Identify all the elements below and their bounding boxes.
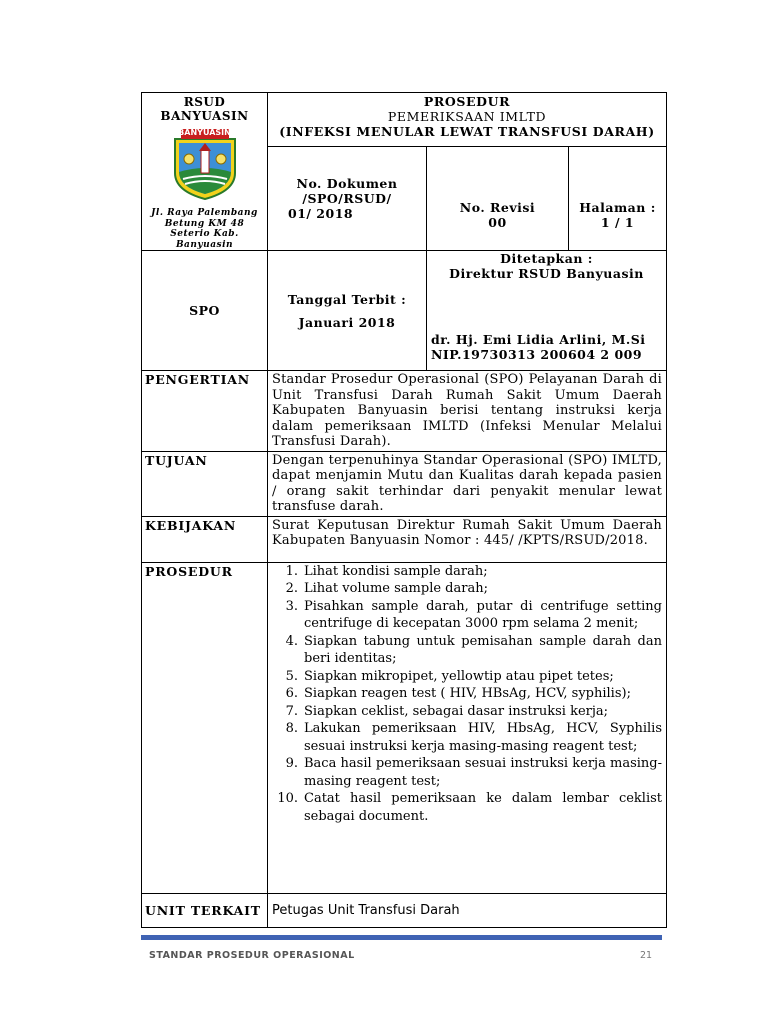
procedure-step xyxy=(268,563,662,581)
org-name-line1: RSUD xyxy=(183,95,226,109)
approval-cell xyxy=(427,251,667,371)
signer-nip: NIP.19730313 200604 2 009 xyxy=(431,347,643,362)
hospital-address xyxy=(142,208,267,250)
title-line3: (INFEKSI MENULAR LEWAT TRANSFUSI DARAH) xyxy=(279,124,655,139)
footer-page-number: 21 xyxy=(640,950,653,961)
pengertian-text: Standar Prosedur Operasional (SPO) Pelayanan Darah di Unit Transfusi Darah Rumah Sakit Umum Daerah Kabupaten Banyuasin berisi tentang instruksi kerja dalam pemeriksaan IMLTD (Infeksi Menular Melalui Transfusi Darah). xyxy=(272,372,663,449)
prosedur-label-cell xyxy=(142,562,268,893)
page-label: Halaman : xyxy=(579,200,656,216)
address-line: Jl. Raya Palembang xyxy=(151,208,258,218)
unit-text-cell xyxy=(268,893,667,927)
banyuasin-logo xyxy=(142,129,267,218)
spo-label-cell xyxy=(142,251,268,371)
procedure-step xyxy=(268,633,662,668)
step-text: Catat hasil pemeriksaan ke dalam lembar ceklist sebagai document. xyxy=(304,791,663,824)
doc-number-label: No. Dokumen xyxy=(296,176,398,192)
org-name-line2: BANYUASIN xyxy=(160,109,249,123)
procedure-step xyxy=(268,668,662,686)
hospital-identity-cell xyxy=(142,93,268,251)
step-text: Lihat volume sample darah; xyxy=(304,581,488,596)
spo-table xyxy=(141,92,667,928)
address-line: Betung KM 48 xyxy=(164,218,245,229)
step-number: 10. xyxy=(277,791,298,806)
revision-label: No. Revisi xyxy=(459,200,536,216)
footer-divider xyxy=(141,935,662,940)
procedure-step xyxy=(268,790,662,825)
step-number: 1. xyxy=(285,563,298,579)
tujuan-label-cell xyxy=(142,451,268,516)
procedure-step xyxy=(268,598,662,633)
footer-title: STANDAR PROSEDUR OPERASIONAL xyxy=(149,950,355,961)
step-number: 8. xyxy=(285,721,298,736)
document-number-cell xyxy=(268,147,427,251)
step-number: 5. xyxy=(285,668,298,684)
step-number: 6. xyxy=(285,686,298,701)
section-label-prosedur: PROSEDUR xyxy=(145,563,233,579)
signer-name: dr. Hj. Emi Lidia Arlini, M.Si xyxy=(431,332,646,347)
title-line1: PROSEDUR xyxy=(423,94,511,109)
step-number: 9. xyxy=(285,756,298,771)
step-number: 3. xyxy=(285,598,298,614)
address-line: Banyuasin xyxy=(175,239,234,250)
address-line: Seterio Kab. xyxy=(170,229,239,239)
step-text: Baca hasil pemeriksaan sesuai instruksi kerja masing-masing reagent test; xyxy=(304,756,663,789)
unit-label-cell xyxy=(142,893,268,927)
approval-label: Ditetapkan : xyxy=(500,251,593,266)
document-title-cell xyxy=(268,93,667,147)
title-line2: PEMERIKSAAN IMLTD xyxy=(387,109,547,124)
section-label-pengertian: PENGERTIAN xyxy=(145,372,250,387)
procedure-step xyxy=(268,580,662,598)
step-number: 7. xyxy=(285,703,298,719)
section-label-unit-terkait: UNIT TERKAIT xyxy=(145,902,261,918)
procedure-step xyxy=(268,720,662,755)
logo-caption: BANYUASIN xyxy=(178,128,231,137)
unit-terkait-text: Petugas Unit Transfusi Darah xyxy=(272,902,460,918)
doc-number-value-2: 01/ 2018 xyxy=(288,206,354,222)
step-text: Siapkan tabung untuk pemisahan sample darah dan beri identitas; xyxy=(304,633,663,666)
tujuan-text-cell xyxy=(268,451,667,516)
step-number: 2. xyxy=(285,581,298,596)
kebijakan-label-cell xyxy=(142,516,268,562)
kebijakan-text: Surat Keputusan Direktur Rumah Sakit Umum Daerah Kabupaten Banyuasin Nomor : 445/ /KPTS/RSUD/2018. xyxy=(272,517,663,548)
step-number: 4. xyxy=(285,633,298,649)
pengertian-text-cell xyxy=(268,371,667,452)
pengertian-label-cell xyxy=(142,371,268,452)
page-cell xyxy=(569,147,667,251)
revision-cell xyxy=(427,147,569,251)
procedure-step-list xyxy=(268,563,666,826)
step-text: Lakukan pemeriksaan HIV, HbsAg, HCV, Syphilis sesuai instruksi kerja masing-masing reagent test; xyxy=(304,721,663,754)
prosedur-steps-cell xyxy=(268,562,667,893)
procedure-step xyxy=(268,703,662,721)
doc-number-value-1: /SPO/RSUD/ xyxy=(302,191,392,207)
kebijakan-text-cell xyxy=(268,516,667,562)
procedure-step xyxy=(268,685,662,703)
step-text: Siapkan reagen test ( HIV, HBsAg, HCV, syphilis); xyxy=(304,686,631,701)
step-text: Siapkan mikropipet, yellowtip atau pipet tetes; xyxy=(304,668,614,684)
section-label-tujuan: TUJUAN xyxy=(145,452,208,468)
issue-date-label: Tanggal Terbit : xyxy=(287,291,407,307)
tujuan-text: Dengan terpenuhinya Standar Operasional (SPO) IMLTD, dapat menjamin Mutu dan Kualitas darah kepada pasien / orang sakit terhindar dari penyakit menular lewat transfuse darah. xyxy=(272,452,663,514)
revision-value: 00 xyxy=(488,215,507,231)
section-label-kebijakan: KEBIJAKAN xyxy=(145,517,237,533)
spo-label: SPO xyxy=(189,303,220,318)
issue-date-cell xyxy=(268,251,427,371)
approval-by: Direktur RSUD Banyuasin xyxy=(449,266,644,281)
procedure-step xyxy=(268,755,662,790)
step-text: Siapkan ceklist, sebagai dasar instruksi kerja; xyxy=(304,703,609,719)
page-value: 1 / 1 xyxy=(600,215,635,231)
issue-date-value: Januari 2018 xyxy=(298,314,396,330)
step-text: Pisahkan sample darah, putar di centrifuge setting centrifuge di kecepatan 3000 rpm selama 2 menit; xyxy=(304,598,663,631)
step-text: Lihat kondisi sample darah; xyxy=(304,563,488,579)
